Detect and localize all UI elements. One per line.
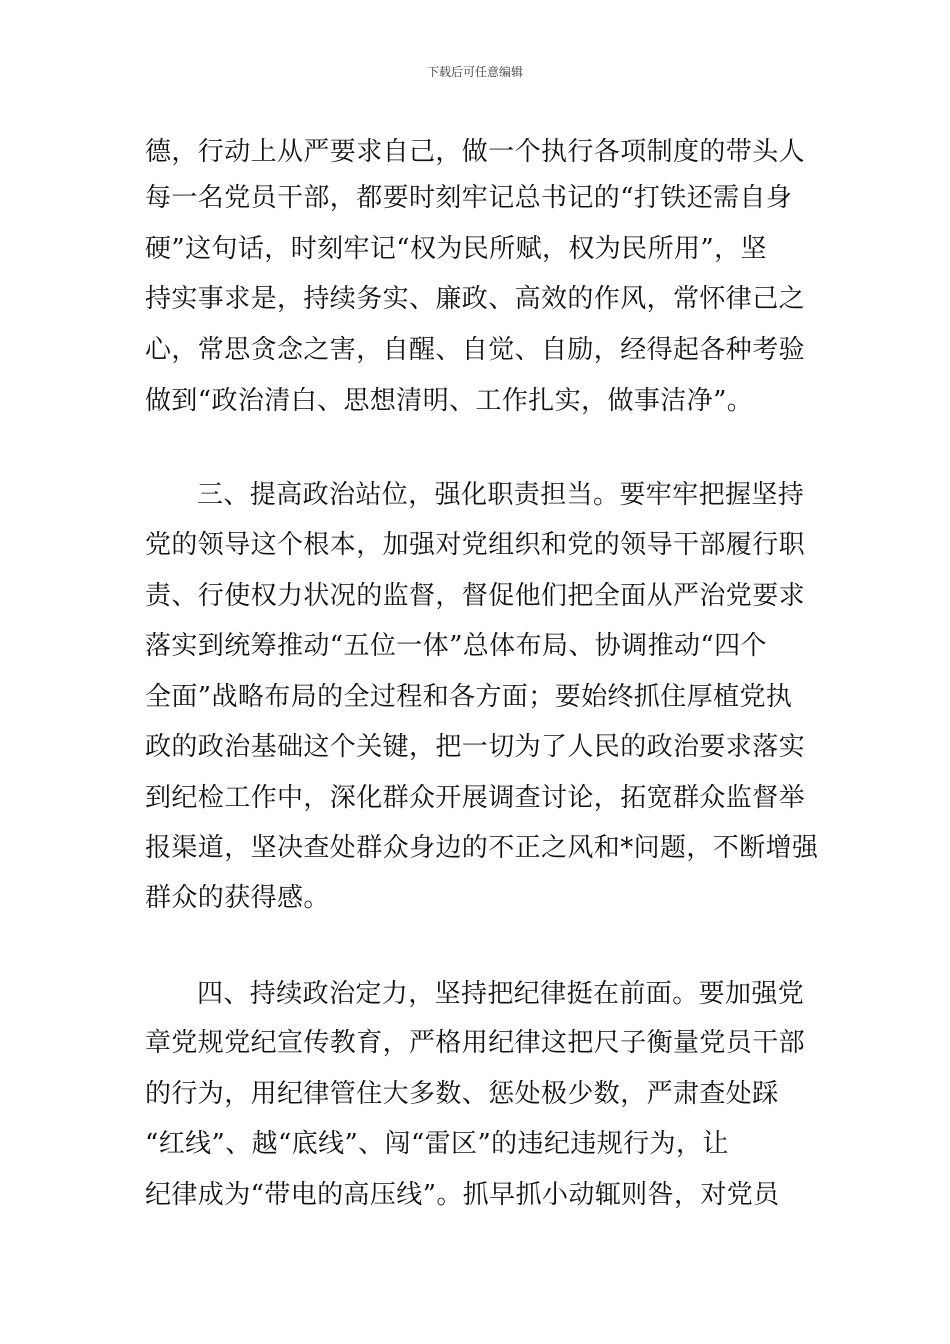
page-header: 下载后可任意编辑 xyxy=(426,65,523,79)
paragraph-line: 到纪检工作中，深化群众开展调查讨论，拓宽群众监督举 xyxy=(145,783,806,813)
paragraph-line: 报渠道，坚决查处群众身边的不正之风和*问题，不断增强 xyxy=(145,833,819,863)
paragraph-line: 三、提高政治站位，强化职责担当。要牢牢把握坚持 xyxy=(197,480,805,510)
paragraph-line: 群众的获得感。 xyxy=(145,883,330,913)
paragraph-line: 党的领导这个根本，加强对党组织和党的领导干部履行职 xyxy=(145,530,806,560)
paragraph-line: 政的政治基础这个关键，把一切为了人民的政治要求落实 xyxy=(145,732,806,762)
paragraph-line: 硬”这句话，时刻牢记“权为民所赋，权为民所用”，坚 xyxy=(145,234,767,264)
paragraph-line: 的行为，用纪律管住大多数、惩处极少数，严肃查处踩 xyxy=(145,1079,779,1109)
paragraph-line: 纪律成为“带电的高压线”。抓早抓小动辄则咎，对党员 xyxy=(145,1180,780,1210)
paragraph-line: 德，行动上从严要求自己，做一个执行各项制度的带头人 xyxy=(145,137,806,167)
paragraph-line: “红线”、越“底线”、闯“雷区”的违纪违规行为，让 xyxy=(145,1129,729,1159)
paragraph-line: 责、行使权力状况的监督，督促他们把全面从严治党要求 xyxy=(145,581,806,611)
paragraph-line: 心，常思贪念之害，自醒、自觉、自励，经得起各种考验 xyxy=(145,335,806,365)
paragraph-line: 全面”战略布局的全过程和各方面；要始终抓住厚植党执 xyxy=(145,682,793,712)
paragraph-line: 持实事求是，持续务实、廉政、高效的作风，常怀律己之 xyxy=(145,284,806,314)
paragraph-line: 每一名党员干部，都要时刻牢记总书记的“打铁还需自身 xyxy=(145,183,793,213)
paragraph-line: 落实到统筹推动“五位一体”总体布局、协调推动“四个 xyxy=(145,631,767,661)
paragraph-line: 四、持续政治定力，坚持把纪律挺在前面。要加强党 xyxy=(197,979,805,1009)
paragraph-line: 章党规党纪宣传教育，严格用纪律这把尺子衡量党员干部 xyxy=(145,1028,806,1058)
paragraph-line: 做到“政治清白、思想清明、工作扎实，做事洁净”。 xyxy=(145,386,754,416)
